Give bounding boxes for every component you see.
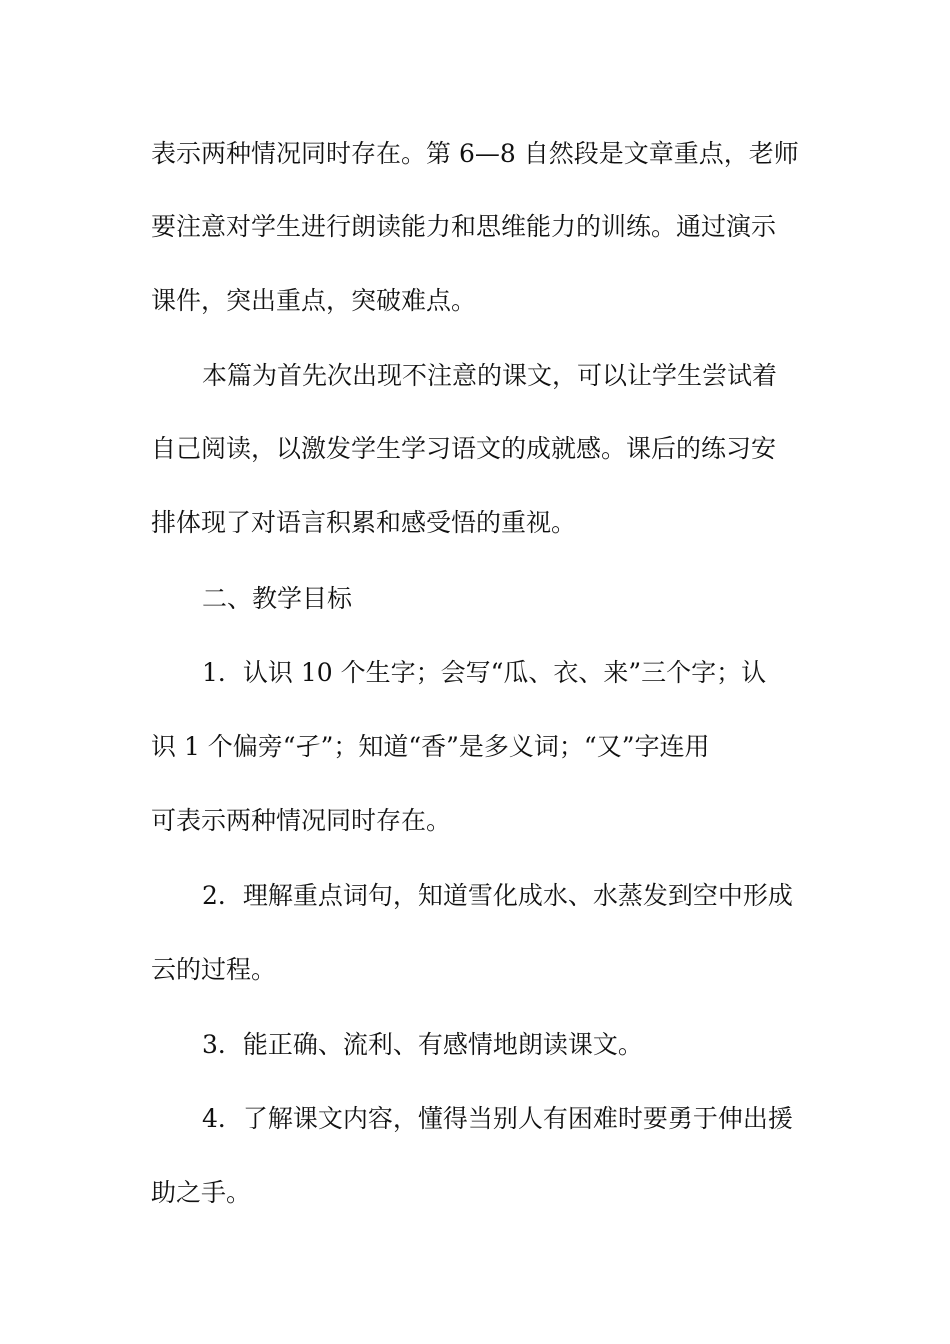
objective-4-line-2: 助之手。 [151,1178,252,1207]
text-line-6: 排体现了对语言积累和感受悟的重视。 [151,508,577,537]
section-heading: 二、教学目标 [202,584,353,613]
objective-4-line-1: 4．了解课文内容，懂得当别人有困难时要勇于伸出援 [202,1104,793,1133]
text-line-3: 课件，突出重点，突破难点。 [151,286,477,315]
text-line-1: 表示两种情况同时存在。第 6—8 自然段是文章重点，老师 [151,139,799,168]
text-line-5: 自己阅读，以激发学生学习语文的成就感。课后的练习安 [151,434,777,463]
objective-2-line-1: 2．理解重点词句，知道雪化成水、水蒸发到空中形成 [202,881,793,910]
objective-1-line-1: 1．认识 10 个生字；会写“瓜、衣、来”三个字；认 [202,658,767,687]
objective-3-line-1: 3．能正确、流利、有感情地朗读课文。 [202,1030,643,1059]
text-line-2: 要注意对学生进行朗读能力和思维能力的训练。通过演示 [151,212,777,241]
objective-1-line-2: 识 1 个偏旁“孑”；知道“香”是多义词；“又”字连用 [151,732,710,761]
objective-1-line-3: 可表示两种情况同时存在。 [151,806,452,835]
objective-2-line-2: 云的过程。 [151,955,277,984]
text-line-4: 本篇为首先次出现不注意的课文，可以让学生尝试着 [202,361,778,390]
